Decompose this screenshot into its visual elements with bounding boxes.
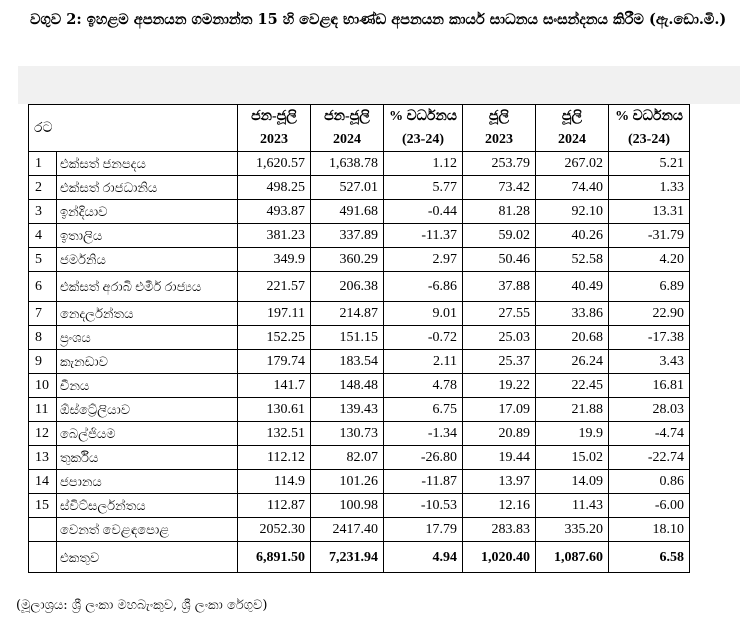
country-name: ඕස්ට්‍රේලියාව (57, 398, 238, 422)
country-name: ඉන්දියාව (57, 200, 238, 224)
value-jul-2024: 92.10 (536, 200, 609, 224)
value-janjul-2024: 1,638.78 (311, 152, 384, 176)
value-janjul-2023: 221.57 (238, 272, 311, 302)
value-janjul-2024: 100.98 (311, 494, 384, 518)
growth-jul: -31.79 (609, 224, 690, 248)
growth-jul: -6.00 (609, 494, 690, 518)
table-row (29, 248, 690, 272)
growth-ytd: -10.53 (384, 494, 463, 518)
row-number: 15 (29, 494, 57, 518)
table-row (29, 422, 690, 446)
value-jul-2023: 17.09 (463, 398, 536, 422)
growth-ytd: 1.12 (384, 152, 463, 176)
value-janjul-2023: 1,620.57 (238, 152, 311, 176)
value-jul-2023: 25.03 (463, 326, 536, 350)
table-row (29, 350, 690, 374)
value-jul-2023: 81.28 (463, 200, 536, 224)
growth-ytd: 2.97 (384, 248, 463, 272)
growth-jul: 18.10 (609, 518, 690, 542)
row-number: 6 (29, 272, 57, 302)
value-janjul-2024: 491.68 (311, 200, 384, 224)
value-jul-2023: 13.97 (463, 470, 536, 494)
table-row (29, 446, 690, 470)
value-janjul-2024: 148.48 (311, 374, 384, 398)
value-janjul-2024: 206.38 (311, 272, 384, 302)
country-name: චීනය (57, 374, 238, 398)
row-number: 1 (29, 152, 57, 176)
value-janjul-2023: 197.11 (238, 302, 311, 326)
growth-jul: 5.21 (609, 152, 690, 176)
header-janjul-2023: ජන-ජූලි 2023 (238, 105, 311, 152)
value-janjul-2023: 152.25 (238, 326, 311, 350)
growth-ytd: 6.75 (384, 398, 463, 422)
row-number: 11 (29, 398, 57, 422)
value-janjul-2024: 2417.40 (311, 518, 384, 542)
table-row (29, 272, 690, 302)
country-name: ඉතාලිය (57, 224, 238, 248)
table-row (29, 326, 690, 350)
total-value-janjul-2023: 6,891.50 (238, 542, 311, 573)
table-row (29, 398, 690, 422)
source-note: (මූලාශ්‍රය: ශ්‍රී ලංකා මහබැංකුව, ශ්‍රී ලංකා රේගුව) (16, 598, 268, 613)
table-row (29, 518, 690, 542)
value-jul-2024: 21.88 (536, 398, 609, 422)
value-jul-2023: 12.16 (463, 494, 536, 518)
value-jul-2023: 73.42 (463, 176, 536, 200)
value-jul-2023: 20.89 (463, 422, 536, 446)
value-janjul-2023: 179.74 (238, 350, 311, 374)
growth-jul: -4.74 (609, 422, 690, 446)
growth-ytd: -6.86 (384, 272, 463, 302)
growth-jul: 1.33 (609, 176, 690, 200)
growth-ytd: -1.34 (384, 422, 463, 446)
growth-ytd: 9.01 (384, 302, 463, 326)
table-row (29, 176, 690, 200)
growth-ytd: -11.37 (384, 224, 463, 248)
row-number: 13 (29, 446, 57, 470)
value-jul-2023: 25.37 (463, 350, 536, 374)
value-jul-2023: 37.88 (463, 272, 536, 302)
value-jul-2023: 253.79 (463, 152, 536, 176)
shaded-band (18, 66, 740, 104)
value-jul-2023: 19.22 (463, 374, 536, 398)
value-jul-2024: 19.9 (536, 422, 609, 446)
value-janjul-2023: 381.23 (238, 224, 311, 248)
growth-jul: -17.38 (609, 326, 690, 350)
row-number: 10 (29, 374, 57, 398)
row-number: 5 (29, 248, 57, 272)
growth-ytd: 2.11 (384, 350, 463, 374)
value-jul-2023: 59.02 (463, 224, 536, 248)
growth-ytd: -0.72 (384, 326, 463, 350)
value-jul-2024: 74.40 (536, 176, 609, 200)
country-name: වෙනත් වෙළඳපොළ (57, 518, 238, 542)
value-jul-2024: 267.02 (536, 152, 609, 176)
table-row (29, 470, 690, 494)
country-name: ප්‍රංශය (57, 326, 238, 350)
total-value-janjul-2024: 7,231.94 (311, 542, 384, 573)
growth-ytd: -11.87 (384, 470, 463, 494)
row-number: 14 (29, 470, 57, 494)
value-janjul-2023: 498.25 (238, 176, 311, 200)
value-jul-2024: 22.45 (536, 374, 609, 398)
growth-ytd: 4.78 (384, 374, 463, 398)
table-row (29, 374, 690, 398)
row-number: 12 (29, 422, 57, 446)
country-name: බෙල්ජියම (57, 422, 238, 446)
header-row (29, 105, 690, 152)
row-number: 9 (29, 350, 57, 374)
value-janjul-2024: 337.89 (311, 224, 384, 248)
growth-jul: 16.81 (609, 374, 690, 398)
growth-jul: 4.20 (609, 248, 690, 272)
table-row (29, 152, 690, 176)
row-number: 4 (29, 224, 57, 248)
total-growth-jul: 6.58 (609, 542, 690, 573)
country-name: එක්සත් ජනපදය (57, 152, 238, 176)
row-number: 2 (29, 176, 57, 200)
growth-jul: 0.86 (609, 470, 690, 494)
value-janjul-2023: 112.87 (238, 494, 311, 518)
value-janjul-2023: 112.12 (238, 446, 311, 470)
value-janjul-2024: 151.15 (311, 326, 384, 350)
value-janjul-2023: 349.9 (238, 248, 311, 272)
total-row-number (29, 542, 57, 573)
row-number: 7 (29, 302, 57, 326)
value-janjul-2024: 183.54 (311, 350, 384, 374)
value-janjul-2023: 130.61 (238, 398, 311, 422)
value-janjul-2023: 114.9 (238, 470, 311, 494)
value-janjul-2023: 141.7 (238, 374, 311, 398)
total-growth-ytd: 4.94 (384, 542, 463, 573)
value-jul-2024: 15.02 (536, 446, 609, 470)
growth-jul: 28.03 (609, 398, 690, 422)
value-janjul-2024: 214.87 (311, 302, 384, 326)
value-jul-2024: 335.20 (536, 518, 609, 542)
total-country-name: එකතුව (57, 542, 238, 573)
value-jul-2023: 283.83 (463, 518, 536, 542)
header-growth-ytd: % වර්ධනය (23-24) (384, 105, 463, 152)
country-name: කැනඩාව (57, 350, 238, 374)
value-janjul-2023: 493.87 (238, 200, 311, 224)
header-janjul-2024: ජන-ජූලි 2024 (311, 105, 384, 152)
value-janjul-2024: 139.43 (311, 398, 384, 422)
table-row (29, 302, 690, 326)
growth-jul: 22.90 (609, 302, 690, 326)
table-row (29, 494, 690, 518)
export-table (28, 104, 690, 573)
value-jul-2024: 40.26 (536, 224, 609, 248)
growth-jul: 13.31 (609, 200, 690, 224)
country-name: නෙදර්ලන්තය (57, 302, 238, 326)
country-name: එක්සත් රාජධානිය (57, 176, 238, 200)
value-jul-2024: 40.49 (536, 272, 609, 302)
row-number (29, 518, 57, 542)
total-row (29, 542, 690, 573)
value-janjul-2024: 527.01 (311, 176, 384, 200)
value-jul-2023: 50.46 (463, 248, 536, 272)
value-janjul-2024: 101.26 (311, 470, 384, 494)
value-jul-2024: 26.24 (536, 350, 609, 374)
value-jul-2023: 27.55 (463, 302, 536, 326)
value-janjul-2023: 132.51 (238, 422, 311, 446)
country-name: ස්විට්සර්ලන්තය (57, 494, 238, 518)
value-jul-2023: 19.44 (463, 446, 536, 470)
total-value-jul-2024: 1,087.60 (536, 542, 609, 573)
growth-ytd: 17.79 (384, 518, 463, 542)
value-janjul-2024: 82.07 (311, 446, 384, 470)
value-janjul-2024: 130.73 (311, 422, 384, 446)
growth-jul: 3.43 (609, 350, 690, 374)
growth-ytd: -26.80 (384, 446, 463, 470)
table-row (29, 200, 690, 224)
growth-jul: 6.89 (609, 272, 690, 302)
growth-ytd: -0.44 (384, 200, 463, 224)
country-name: ජර්මනිය (57, 248, 238, 272)
growth-ytd: 5.77 (384, 176, 463, 200)
row-number: 3 (29, 200, 57, 224)
header-jul-2023: ජූලි 2023 (463, 105, 536, 152)
header-jul-2024: ජූලි 2024 (536, 105, 609, 152)
header-growth-jul: % වර්ධනය (23-24) (609, 105, 690, 152)
country-name: තුර්කිය (57, 446, 238, 470)
value-jul-2024: 33.86 (536, 302, 609, 326)
table-row (29, 224, 690, 248)
total-value-jul-2023: 1,020.40 (463, 542, 536, 573)
value-jul-2024: 11.43 (536, 494, 609, 518)
country-name: එක්සත් අරාබි එමීර් රාජ්‍යය (57, 272, 238, 302)
header-country: රට (29, 105, 238, 152)
table-title: වගුව 2: ඉහළම අපනයන ගමනාන්ත 15 හි වෙළඳ භාණ්ඩ අපනයන කාර්ය සාධනය සංසන්දනය කිරීම (ඇ.ඩො.මි.) (30, 11, 727, 28)
country-name: ජපානය (57, 470, 238, 494)
value-jul-2024: 52.58 (536, 248, 609, 272)
growth-jul: -22.74 (609, 446, 690, 470)
value-jul-2024: 14.09 (536, 470, 609, 494)
value-jul-2024: 20.68 (536, 326, 609, 350)
row-number: 8 (29, 326, 57, 350)
value-janjul-2024: 360.29 (311, 248, 384, 272)
value-janjul-2023: 2052.30 (238, 518, 311, 542)
